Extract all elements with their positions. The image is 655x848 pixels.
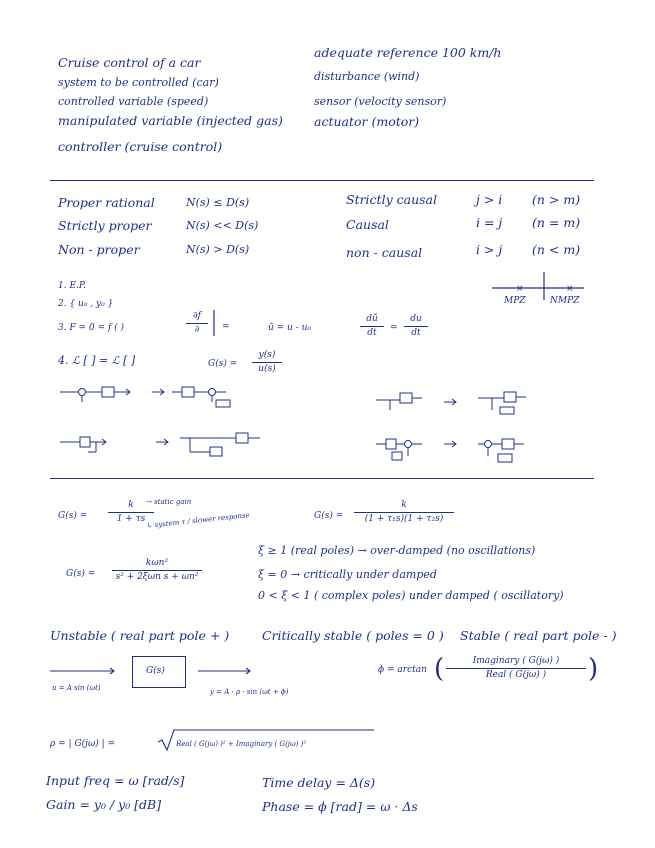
so-frac bbox=[112, 558, 202, 583]
prop-cond-2: N(s) > D(s) bbox=[186, 243, 250, 256]
prop-cond2-2: i > j bbox=[476, 242, 503, 257]
divider-1 bbox=[50, 180, 594, 181]
deriv-1-num: dũ bbox=[366, 314, 378, 324]
step-4-den: u(s) bbox=[258, 364, 276, 374]
step-3-eq: = bbox=[222, 322, 230, 332]
prop-cond3-0: (n > m) bbox=[532, 192, 581, 207]
freq-block-label: G(s) bbox=[146, 666, 165, 676]
stab-stable: Stable ( real part pole - ) bbox=[460, 628, 617, 643]
prop-cond-0: N(s) ≤ D(s) bbox=[186, 196, 250, 209]
rho-sqrt-content: Real ( G(jω) )² + Imaginary ( G(jω) )² bbox=[176, 740, 307, 748]
prop-cond3-2: (n < m) bbox=[532, 242, 581, 257]
partial-den: ∂ bbox=[194, 325, 200, 335]
fo-system-note: ↳ system τ / slower response bbox=[146, 511, 250, 530]
fo-num: k bbox=[128, 500, 134, 510]
intro-disturbance: disturbance (wind) bbox=[314, 70, 420, 83]
step-3-tilde: ũ = u - u₀ bbox=[268, 323, 312, 333]
step-2: 2. { u₀ , y₀ } bbox=[58, 299, 114, 309]
prop-cond2-1: i = j bbox=[476, 215, 503, 230]
prop-label-0: Proper rational bbox=[58, 195, 155, 210]
phi-den: Real ( G(jω) ) bbox=[485, 670, 547, 680]
step-1: 1. E.P. bbox=[58, 281, 86, 291]
intro-actuator: actuator (motor) bbox=[314, 114, 420, 129]
partial-frac bbox=[186, 311, 208, 336]
so-case-1: ξ ≥ 1 (real poles) → over-damped (no oscillations) bbox=[258, 544, 536, 557]
prop-label2-0: Strictly causal bbox=[346, 192, 437, 207]
prop-cond-1: N(s) << D(s) bbox=[186, 219, 259, 232]
stab-critical: Critically stable ( poles = 0 ) bbox=[262, 628, 444, 643]
sum-input-freq: Input freq = ω [rad/s] bbox=[46, 773, 185, 788]
fo-static-gain: → static gain bbox=[146, 498, 192, 506]
step-4-num: y(s) bbox=[258, 350, 276, 360]
intro-controller: controller (cruise control) bbox=[58, 139, 223, 154]
step-4-g: G(s) = bbox=[208, 359, 238, 369]
block-diagram-sketches bbox=[60, 380, 580, 470]
eval-bar bbox=[212, 310, 216, 338]
sum-delay: Time delay = Δ(s) bbox=[262, 775, 376, 790]
stab-unstable: Unstable ( real part pole + ) bbox=[50, 628, 230, 643]
intro-manipulated: manipulated variable (injected gas) bbox=[58, 113, 283, 128]
rho-label: ρ = | G(jω) | = bbox=[50, 739, 116, 749]
sum-gain: Gain = y₀ / y₀ [dB] bbox=[46, 797, 162, 812]
so-num: kωn² bbox=[145, 558, 169, 568]
partial-num: ∂f bbox=[193, 311, 201, 321]
phi-paren-r: ) bbox=[588, 654, 599, 684]
freq-input-label: u = A sin (ωt) bbox=[52, 684, 101, 692]
freq-output-label: y = A · ρ · sin (ωt + ϕ) bbox=[210, 688, 289, 696]
fo2-g: G(s) = bbox=[314, 511, 344, 521]
so-g: G(s) = bbox=[66, 569, 96, 579]
fo2-num: k bbox=[401, 500, 407, 510]
freq-input-arrow bbox=[50, 666, 122, 676]
deriv-1-den: dt bbox=[367, 328, 377, 338]
nmpz-label: NMPZ bbox=[550, 296, 580, 306]
divider-2 bbox=[50, 478, 594, 479]
fo2-frac bbox=[354, 500, 454, 525]
intro-system: system to be controlled (car) bbox=[58, 76, 219, 89]
deriv-2-den: dt bbox=[411, 328, 421, 338]
freq-output-arrow bbox=[198, 666, 258, 676]
intro-reference: adequate reference 100 km/h bbox=[314, 45, 502, 60]
prop-label2-1: Causal bbox=[346, 217, 389, 232]
phi-num: Imaginary ( G(jω) ) bbox=[472, 656, 560, 666]
intro-title: Cruise control of a car bbox=[58, 55, 201, 70]
phi-label: ϕ = arctan bbox=[378, 665, 427, 675]
prop-label2-2: non - causal bbox=[346, 245, 423, 260]
step-4: 4. ℒ [ ] = ℒ [ ] bbox=[58, 354, 136, 367]
so-case-2: ξ = 0 → critically under damped bbox=[258, 568, 437, 581]
phi-frac bbox=[446, 656, 586, 681]
sum-phase: Phase = ϕ [rad] = ω · Δs bbox=[262, 799, 418, 814]
prop-label-2: Non - proper bbox=[58, 242, 140, 257]
svg-text:×: × bbox=[516, 284, 524, 294]
prop-cond2-0: j > i bbox=[476, 192, 503, 207]
deriv-frac-1 bbox=[360, 314, 384, 339]
step-4-frac bbox=[252, 350, 282, 375]
so-case-3: 0 < ξ < 1 ( complex poles) under damped ( oscillatory) bbox=[258, 589, 564, 602]
fo-g: G(s) = bbox=[58, 511, 88, 521]
step-3: 3. F = 0 = f ( ) bbox=[58, 323, 125, 333]
intro-controlled: controlled variable (speed) bbox=[58, 95, 209, 108]
intro-sensor: sensor (velocity sensor) bbox=[314, 95, 447, 108]
deriv-frac-2 bbox=[404, 314, 428, 339]
deriv-eq: = bbox=[390, 323, 398, 333]
prop-cond3-1: (n = m) bbox=[532, 215, 581, 230]
mpz-label: MPZ bbox=[504, 296, 526, 306]
svg-text:×: × bbox=[566, 284, 574, 294]
fo2-den: (1 + τ₁s)(1 + τ₂s) bbox=[364, 514, 444, 524]
prop-label-1: Strictly proper bbox=[58, 218, 152, 233]
deriv-2-num: du bbox=[410, 314, 422, 324]
so-den: s² + 2ξωn s + ωn² bbox=[115, 572, 199, 582]
phi-paren-l: ( bbox=[434, 654, 445, 684]
fo-den: 1 + τs bbox=[116, 514, 146, 524]
